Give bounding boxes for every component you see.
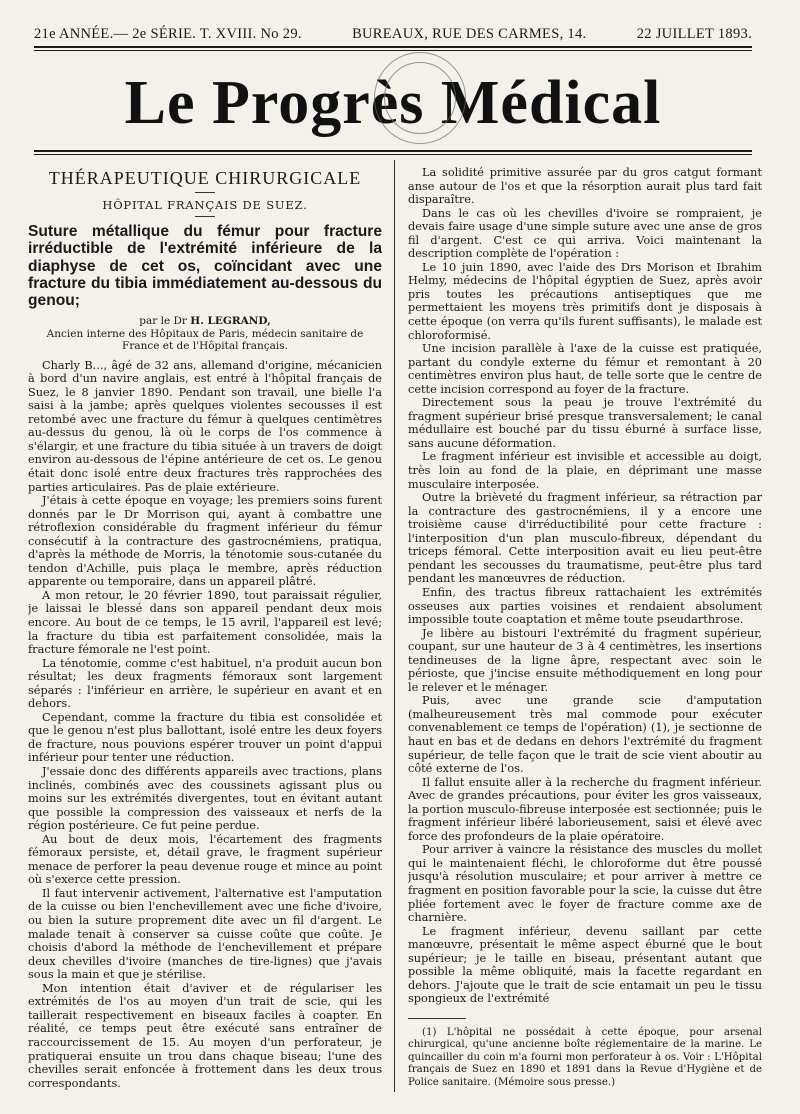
paragraph: Il fallut ensuite aller à la recherche du fragment inférieur. Avec de grandes précautions, pour éviter les gros vaisseaux, la portion musculo-fibreuse interposée est sectionnée; puis le fragment inférieur libéré laborieusement, saisi et élevé avec force des profondeurs de la plaie opératoire. xyxy=(408,775,762,843)
masthead-title: Le Progrès Médical xyxy=(124,69,662,137)
paragraph: Le fragment inférieur est invisible et accessible au doigt, très loin au fond de la plaie, en déprimant une masse musculaire interposée. xyxy=(408,450,762,491)
masthead-rule-thin xyxy=(34,154,752,155)
right-column xyxy=(408,166,762,1106)
paragraph: Outre la brièveté du fragment inférieur, sa rétraction par la contracture des gastrocnémiens, il y a encore une troisième cause d'irréductibilité pour cette fracture : l'interposition d'un plan musculo-fibreux, dépendant du triceps fémoral. Cette interposition avait eu lieu peut-être pendant les secousses du traumatisme, peut-être plus tard pendant les manœuvres de réduction. xyxy=(408,491,762,586)
issue-header xyxy=(34,26,752,43)
paragraph: Directement sous la peau je trouve l'extrémité du fragment supérieur brisé presque transversalement; le canal médullaire est bouché par du tissu éburné à surface lisse, sans aucune déformation. xyxy=(408,396,762,450)
paragraph: J'essaie donc des différents appareils avec tractions, plans inclinés, combinés avec des coussinets agissant plus ou moins sur les extrémités divergentes, tout en évitant autant que possible la compression des vaisseaux et nerfs de la région postérieure. Ce fut peine perdue. xyxy=(28,765,382,833)
masthead-rule xyxy=(34,150,752,152)
byline-author: H. LEGRAND, xyxy=(190,315,271,328)
short-rule xyxy=(195,192,215,193)
issue-date: 22 JUILLET 1893. xyxy=(636,26,752,42)
column-divider xyxy=(394,160,395,1092)
paragraph: La solidité primitive assurée par du gros catgut formant anse autour de l'os et que la résorption aurait plus tard fait disparaître. xyxy=(408,166,762,207)
issue-number: 21e ANNÉE.— 2e SÉRIE. T. XVIII. No 29. xyxy=(34,26,302,42)
footnote-rule xyxy=(408,1018,466,1019)
paragraph: Une incision parallèle à l'axe de la cuisse est pratiquée, partant du condyle externe du fémur et remontant à 20 centimètres environ plus haut, de telle sorte que le centre de cette incision correspond au foyer de la fracture. xyxy=(408,342,762,396)
article-byline xyxy=(28,315,382,353)
byline-credentials: Ancien interne des Hôpitaux de Paris, médecin sanitaire de France et de l'Hôpital français. xyxy=(46,327,364,353)
paragraph: Dans le cas où les chevilles d'ivoire se rompraient, je devais faire usage d'une simple suture avec une anse de gros fil d'argent. C'est ce qui arriva. Voici maintenant la description complète de l'opération : xyxy=(408,206,762,261)
paragraph: Le 10 juin 1890, avec l'aide des Drs Morison et Ibrahim Helmy, médecins de l'hôpital égyptien de Suez, après avoir pris toutes les précautions antiseptiques que me permettaient les moyens très primitifs dont je disposais à cette époque (on verra qu'ils furent suffisants), le malade est chloroformisé. xyxy=(408,260,762,342)
paragraph: Le fragment inférieur, devenu saillant par cette manœuvre, présentait le même aspect éburné que le bout supérieur; je le taille en biseau, présentant autant que possible la même obliquité, mais la facette regardant en dehors. J'ajoute que le trait de scie entamait un peu le tissu spongieux de l'extrémité xyxy=(408,924,762,1006)
section-heading: THÉRAPEUTIQUE CHIRURGICALE xyxy=(48,168,362,188)
paragraph: Au bout de deux mois, l'écartement des fragments fémoraux persiste, et, détail grave, le fragment supérieur menace de perforer la peau devenue rouge et mince au point où s'exerce cette pression. xyxy=(28,832,382,887)
header-rule-thin xyxy=(34,50,752,51)
paragraph: Puis, avec une grande scie d'amputation (malheureusement très mal commode pour exécuter convenablement ce temps de l'opération) (1), je sectionne de haut en bas et de dedans en dehors l'extrémité du fragment supérieur, de telle façon que le trait de scie vient aboutir au côté externe de l'os. xyxy=(408,694,762,776)
paragraph: Pour arriver à vaincre la résistance des muscles du mollet qui le maintenaient fléchi, le chloroforme dut être poussé jusqu'à résolution musculaire; et pour arriver à mettre ce fragment en position favorable pour la scie, la cuisse dut être pliée fortement avec le foyer de fracture comme axe de charnière. xyxy=(408,843,762,925)
paragraph: Mon intention était d'aviver et de régulariser les extrémités de l'os au moyen d'un trait de scie, qui les taillerait respectivement en biseaux faciles à coapter. En réalité, ce temps peut être exécuté sans entraîner de raccourcissement de 15. Au moyen d'un perforateur, je pratiquerai ensuite un trou dans chaque biseau; l'une des chevilles serait enfoncée à frottement dans les deux trous correspondants. xyxy=(28,981,382,1090)
footnote: (1) L'hôpital ne possédait à cette époque, pour arsenal chirurgical, qu'une ancienne boîte réglementaire de la marine. Le quincailler du coin m'a fourni mon perforateur à os. Voir : L'Hôpital français de Suez en 1890 et 1891 dans la Revue d'Hygiène et de Police sanitaire. (Mémoire sous presse.) xyxy=(408,1026,762,1088)
paragraph: J'étais à cette époque en voyage; les premiers soins furent donnés par le Dr Morrison qui, ayant à combattre une rétroflexion considérable du fragment inférieur du fémur consécutif à la contracture des gastrocnémiens, pratiqua, d'après la méthode de Morris, la ténotomie sous-cutanée du tendon d'Achille, puis plaça le membre, après réduction apparente ou temporaire, dans un appareil plâtré. xyxy=(28,494,382,589)
paragraph: A mon retour, le 20 février 1890, tout paraissait régulier, je laissai le blessé dans son appareil pendant deux mois encore. Au bout de ce temps, le 15 avril, l'appareil est levé; la fracture du tibia est parfaitement consolidée, mais la fracture fémorale ne l'est point. xyxy=(28,588,382,657)
library-stamp-icon xyxy=(374,52,466,144)
byline-prefix: par le Dr xyxy=(139,315,191,328)
paragraph: Il faut intervenir activement, l'alternative est l'amputation de la cuisse ou bien l'enchevillement avec une fiche d'ivoire, ou bien la suture proprement dite avec un fil d'argent. Le malade tenait à conserver sa cuisse coûte que coûte. Je choisis d'abord la méthode de l'enchevillement et prépare deux chevilles d'ivoire (manches de tire-lignes) que j'avais sous la main et que je stérilise. xyxy=(28,886,382,982)
hospital-subtitle: HÔPITAL FRANÇAIS DE SUEZ. xyxy=(102,197,308,212)
paragraph: Charly B..., âgé de 32 ans, allemand d'origine, mécanicien à bord d'un navire anglais, est entré à l'hôpital français de Suez, le 8 janvier 1890. Pendant son travail, une bielle l'a saisi à la jambe; après quelques violentes secousses il est retombé avec une fracture du fémur à quelques centimètres au-dessus du genou, là où le corps de l'os commence à s'élargir, et une fracture du tibia située à un travers de doigt environ au-dessous de l'épine antérieure de cet os. Le genou était donc isolé entre deux fractures très rapprochées des parties articulaires. Pas de plaie extérieure. xyxy=(28,358,382,494)
article-title: Suture métallique du fémur pour fracture irréductible de l'extrémité inférieure de la diaphyse de cet os, coïncidant avec une fracture du tibia immédiatement au-dessous du genou; xyxy=(28,223,382,309)
header-rule xyxy=(34,46,752,48)
paragraph: Enfin, des tractus fibreux rattachaient les extrémités osseuses aux parties voisines et rendaient absolument impossible toute coaptation et même toute pseudarthrose. xyxy=(408,585,762,627)
office-address: BUREAUX, RUE DES CARMES, 14. xyxy=(352,26,587,42)
paragraph: Cependant, comme la fracture du tibia est consolidée et que le genou n'est plus ballottant, isolé entre les deux foyers de fracture, nous pouvions espérer trouver un point d'appui inférieur pour tenter une réduction. xyxy=(28,710,382,765)
short-rule xyxy=(195,216,215,217)
left-column xyxy=(28,166,382,1106)
paragraph: La ténotomie, comme c'est habituel, n'a produit aucun bon résultat; les deux fragments fémoraux sont largement séparés : l'inférieur en arrière, le supérieur en avant et en dehors. xyxy=(28,656,382,711)
paragraph: Je libère au bistouri l'extrémité du fragment supérieur, coupant, sur une hauteur de 3 à 4 centimètres, les insertions tendineuses de la ligne âpre, respectant avec soin le périoste, que j'incise ensuite méthodiquement en long pour le relever et le ménager. xyxy=(408,626,762,694)
